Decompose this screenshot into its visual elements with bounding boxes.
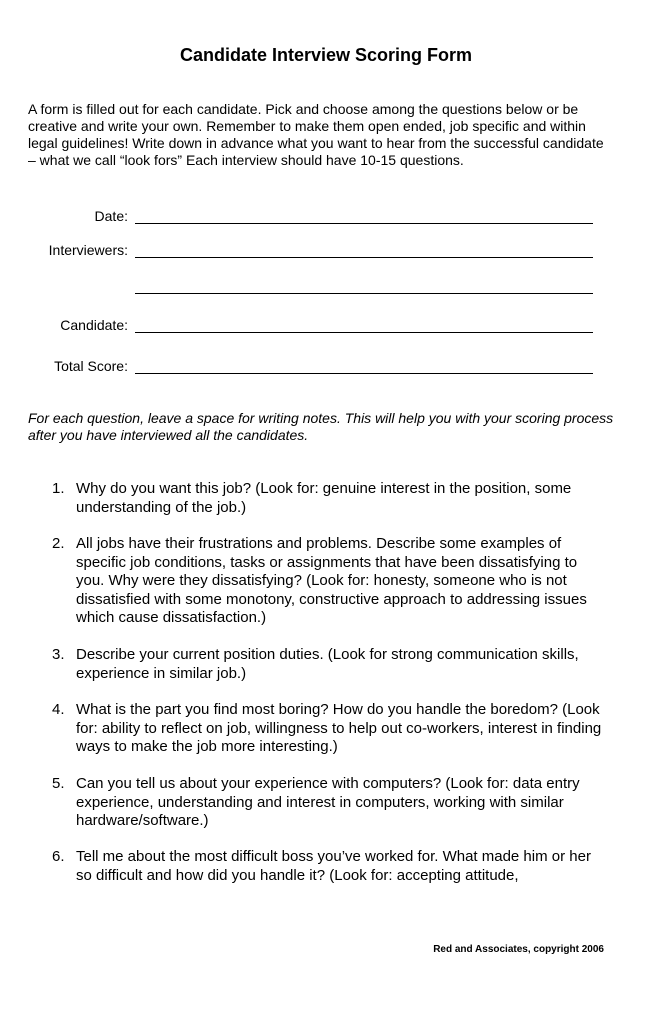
question-number: 1. [52, 480, 65, 497]
question-text: All jobs have their frustrations and problems. Describe some examples of specific job conditions, tasks or assignments that have been dissatisfying to you. Why were they dissatisfying? (Look for: honesty, someone who is not dissatisfied with some monotony, constructive approach to addressing issues which cause dissatisfaction.) [76, 535, 587, 626]
candidate-label: Candidate: [60, 317, 128, 333]
date-line [135, 223, 593, 224]
page-title: Candidate Interview Scoring Form [179, 45, 473, 65]
question-text: Tell me about the most difficult boss you’ve worked for. What made him or her so difficult and how did you handle it? (Look for: accepting attitude, [76, 848, 591, 884]
interviewers-line-2 [135, 293, 593, 294]
interviewers-label: Interviewers: [48, 242, 128, 258]
question-item [52, 775, 607, 831]
question-number: 2. [52, 535, 65, 552]
question-text: Can you tell us about your experience with computers? (Look for: data entry experience, understanding and interest in computers, working with similar hardware/software.) [76, 775, 580, 829]
question-item [52, 535, 607, 628]
question-number: 4. [52, 701, 65, 718]
copyright-footer: Red and Associates, copyright 2006 [433, 944, 604, 955]
interviewers-line [135, 257, 593, 258]
total-score-line [135, 373, 593, 374]
question-text: Why do you want this job? (Look for: genuine interest in the position, some understanding of the job.) [76, 480, 572, 516]
question-number: 3. [52, 646, 65, 663]
total-score-label: Total Score: [54, 358, 128, 374]
question-item [52, 646, 607, 683]
date-label: Date: [94, 208, 128, 224]
question-number: 6. [52, 848, 65, 865]
intro-paragraph: A form is filled out for each candidate. Pick and choose among the questions below or be creative and write your own. Remember to make them open ended, job specific and within legal guidelines! Write down in advance what you want to hear from the successful candidate – what we call “look fors” Each interview should have 10-15 questions. [28, 101, 604, 168]
question-text: What is the part you find most boring? How do you handle the boredom? (Look for: ability to reflect on job, willingness to help out co-workers, interest in finding ways to make the job more interesting.) [76, 701, 602, 755]
question-item [52, 701, 607, 757]
question-text: Describe your current position duties. (Look for strong communication skills, experience in similar job.) [76, 646, 579, 682]
question-number: 5. [52, 775, 65, 792]
candidate-line [135, 332, 593, 333]
question-item [52, 480, 607, 517]
question-item [52, 848, 607, 885]
instruction-note: For each question, leave a space for writing notes. This will help you with your scoring process after you have interviewed all the candidates. [28, 410, 614, 443]
